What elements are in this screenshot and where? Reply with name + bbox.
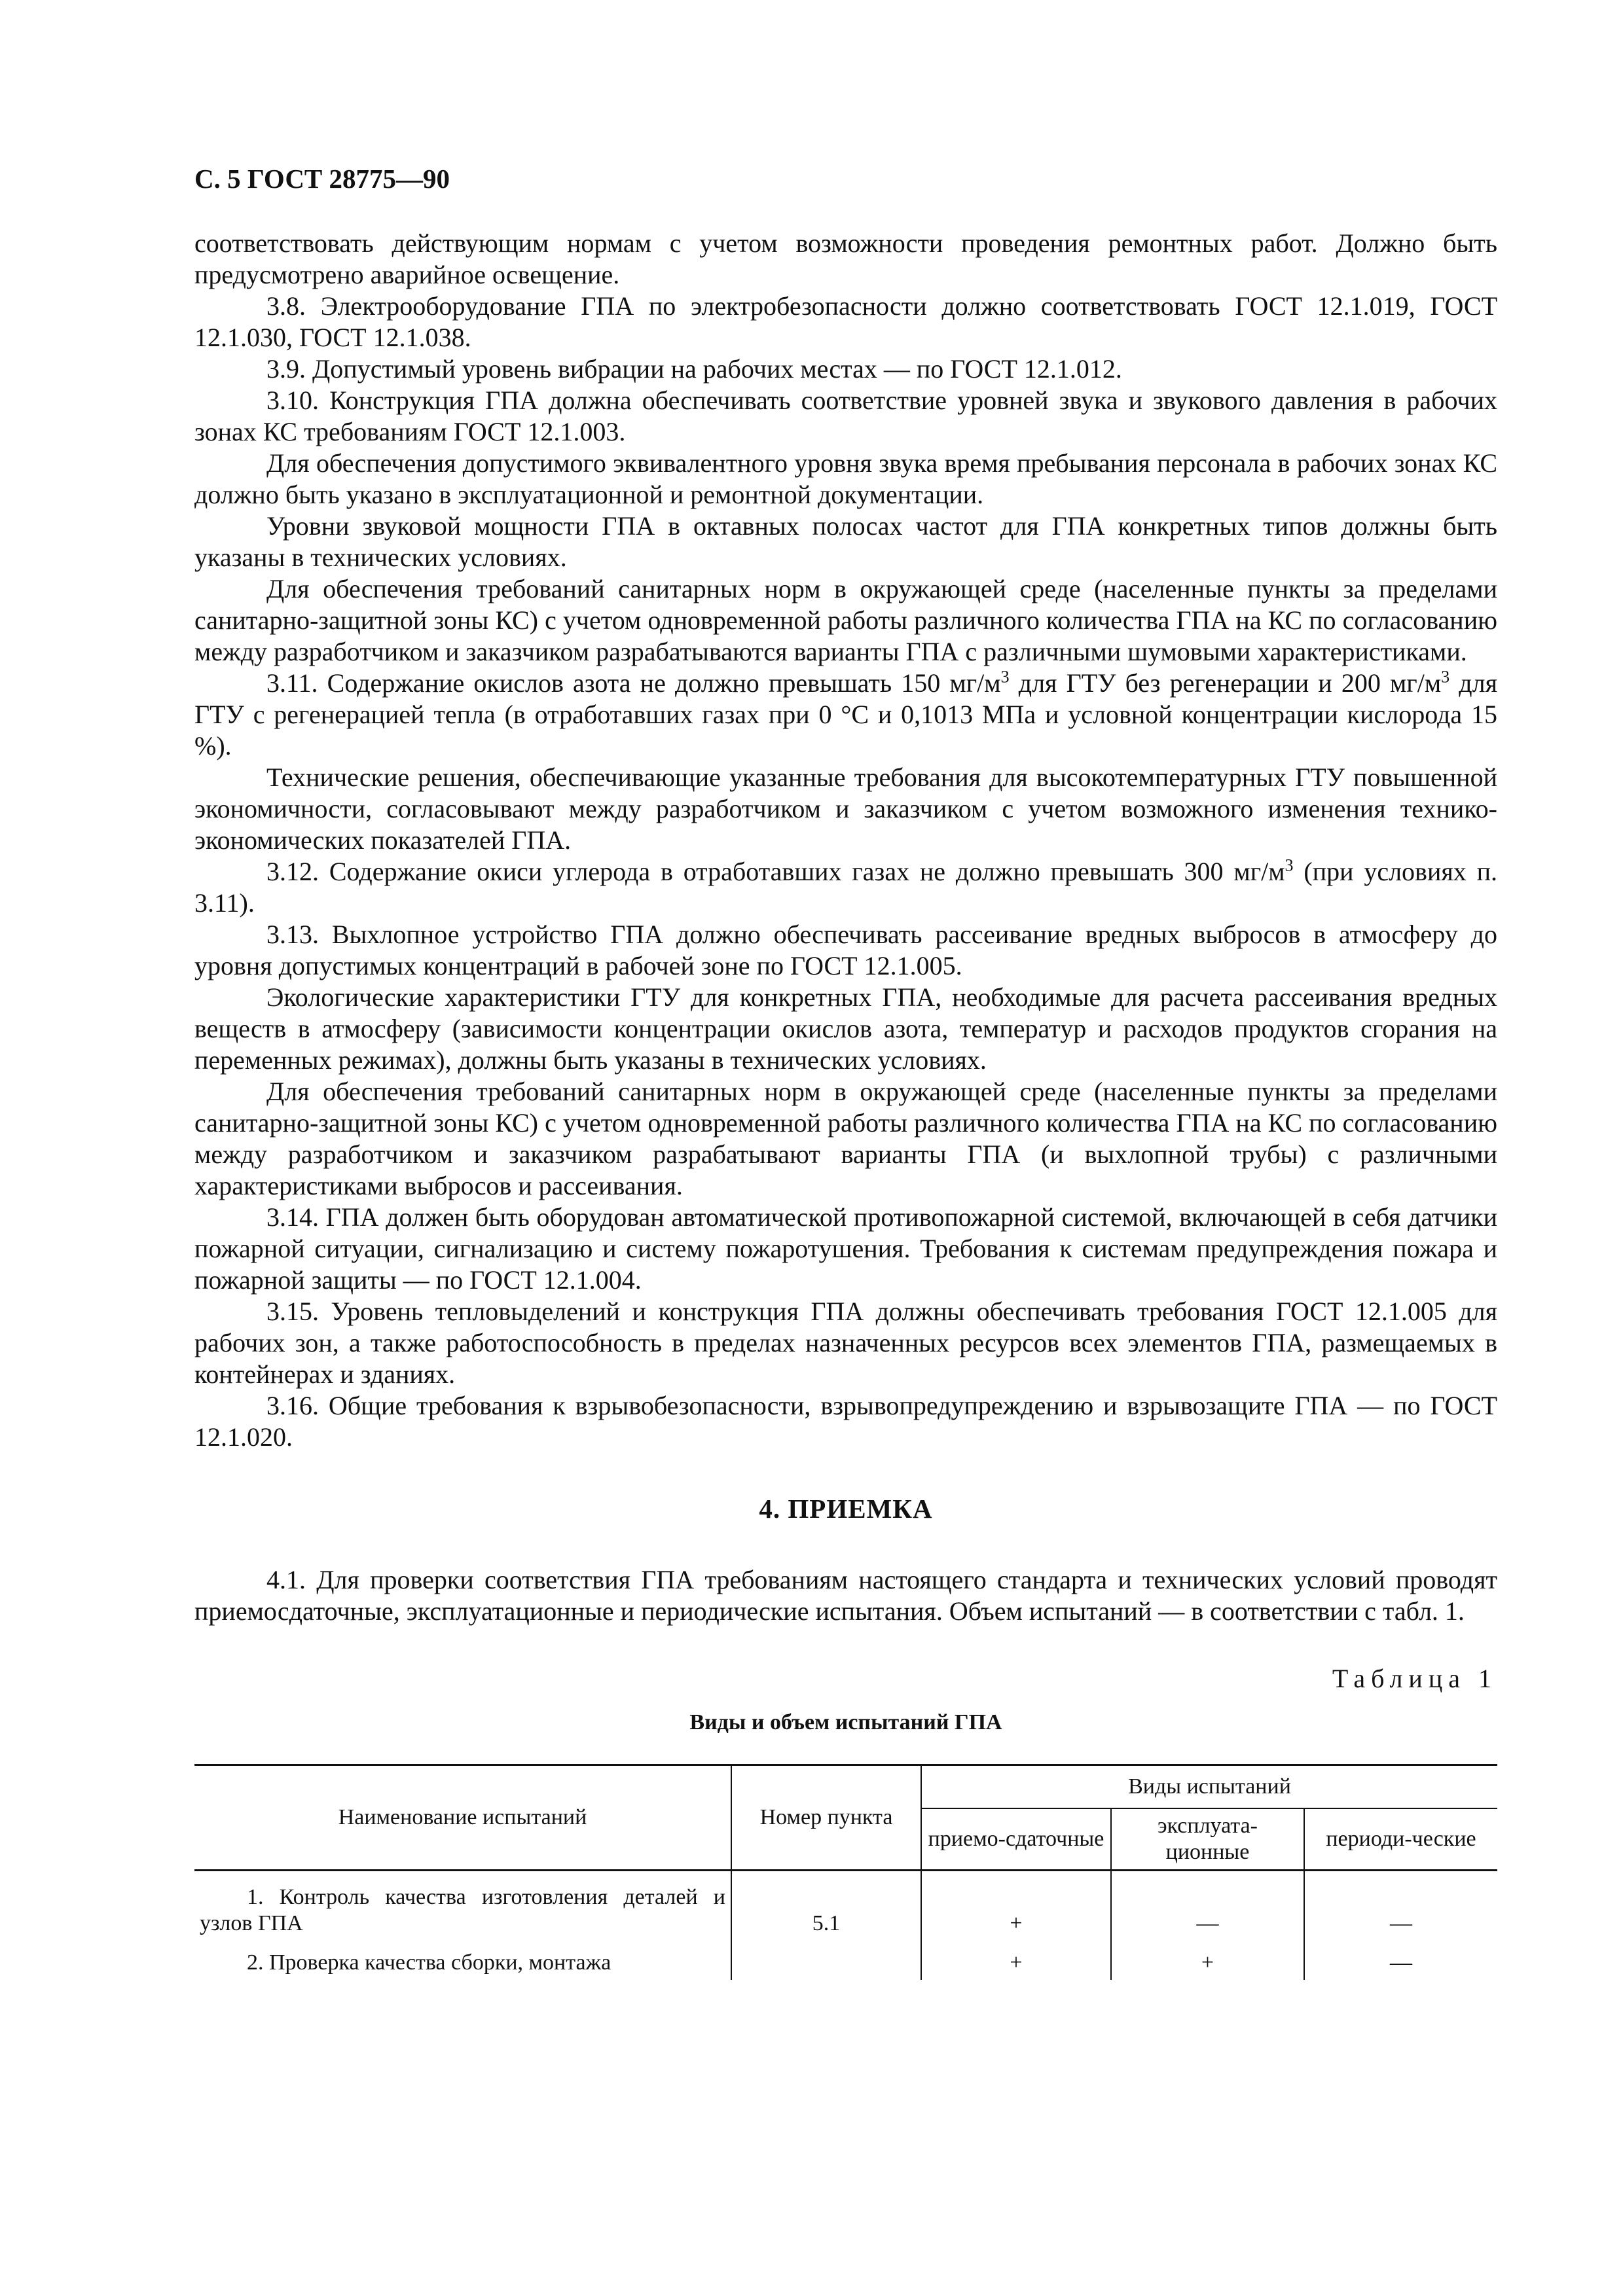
paragraph: 3.13. Выхлопное устройство ГПА должно обеспечивать рассеивание вредных выбросов в атмосферу до уровня допустимых концентраций в рабочей зоне по ГОСТ 12.1.005. [194,920,1497,980]
paragraph: 3.14. ГПА должен быть оборудован автоматической противопожарной системой, включающей в себя датчики пожарной ситуации, сигнализацию и систему пожаротушения. Требования к системам предупреждения пожара и пожарной защиты — по ГОСТ 12.1.004. [194,1202,1497,1295]
cell-operational: — [1111,1871,1304,1941]
table-row [194,1871,1497,1941]
paragraph: Для обеспечения требований санитарных норм в окружающей среде (населенные пункты за пределами санитарно-защитной зоны КС) с учетом одновременной работы различного количества ГПА на КС по согласованию между разработчиком и заказчиком разрабатывают варианты ГПА (и выхлопной трубы) с различными характеристиками выбросов и рассеивания. [194,1077,1497,1200]
paragraph: Экологические характеристики ГТУ для конкретных ГПА, необходимые для расчета рассеивания вредных веществ в атмосферу (зависимости концентрации окислов азота, температур и расходов продуктов сгорания на переменных режимах), должны быть указаны в технических условиях. [194,982,1497,1075]
superscript: 3 [1285,855,1294,875]
paragraph: Технические решения, обеспечивающие указанные требования для высокотемпературных ГТУ повышенной экономичности, согласовывают между разработчиком и заказчиком с учетом возможного изменения технико-экономических показателей ГПА. [194,762,1497,855]
table-title: Виды и объем испытаний ГПА [689,1710,1002,1734]
paragraph: 3.15. Уровень тепловыделений и конструкция ГПА должны обеспечивать требования ГОСТ 12.1.005 для рабочих зон, а также работоспособность в пределах назначенных ресурсов всех элементов ГПА, размещаемых в контейнерах и зданиях. [194,1297,1497,1389]
text-run: для ГТУ с регенерацией тепла (в отработавших газах при 0 °С и 0,1013 МПа и условной концентрации кислорода 15 %). [194,668,1498,761]
cell-acceptance: + [921,1941,1111,1980]
paragraph: 3.9. Допустимый уровень вибрации на рабочих местах — по ГОСТ 12.1.012. [266,354,1122,384]
document-page [194,162,1497,1980]
cell-operational: + [1111,1941,1304,1980]
cell-acceptance: + [921,1871,1111,1941]
cell-number: 5.1 [731,1871,921,1941]
header-types: Виды испытаний [921,1765,1497,1809]
header-acceptance: приемо-сдаточные [921,1808,1111,1871]
paragraph: Уровни звуковой мощности ГПА в октавных полосах частот для ГПА конкретных типов должны быть указаны в технических условиях. [194,511,1497,572]
table-row [194,1941,1497,1980]
cell-name: 1. Контроль качества изготовления деталей и узлов ГПА [194,1871,731,1941]
text-run: 3.11. Содержание окислов азота не должно превышать 150 мг/м [266,668,1001,698]
header-number: Номер пункта [731,1765,921,1871]
paragraph: 3.10. Конструкция ГПА должна обеспечивать соответствие уровней звука и звукового давления в рабочих зонах КС требованиям ГОСТ 12.1.003. [194,386,1497,446]
paragraph: Для обеспечения требований санитарных норм в окружающей среде (населенные пункты за пределами санитарно-защитной зоны КС) с учетом одновременной работы различного количества ГПА на КС по согласованию между разработчиком и заказчиком разрабатываются варианты ГПА с различными шумовыми характеристиками. [194,574,1497,666]
paragraph: 3.8. Электрооборудование ГПА по электробезопасности должно соответствовать ГОСТ 12.1.019, ГОСТ 12.1.030, ГОСТ 12.1.038. [194,291,1497,352]
paragraph: 3.16. Общие требования к взрывобезопасности, взрывопредупреждению и взрывозащите ГПА — по ГОСТ 12.1.020. [194,1391,1497,1452]
paragraph-3-11 [194,668,1497,762]
body-text [194,228,1497,1453]
header-operational: эксплуата-ционные [1111,1808,1304,1871]
section-title: 4. ПРИЕМКА [759,1494,933,1524]
text-run: 3.12. Содержание окиси углерода в отработавших газах не должно превышать 300 мг/м [266,857,1285,886]
tests-table [194,1764,1497,1980]
paragraph: Для обеспечения допустимого эквивалентного уровня звука время пребывания персонала в рабочих зонах КС должно быть указано в эксплуатационной и ремонтной документации. [194,448,1497,509]
superscript: 3 [1441,667,1450,687]
table-caption: Таблица 1 [1332,1664,1497,1693]
paragraph: 4.1. Для проверки соответствия ГПА требованиям настоящего стандарта и технических условий проводят приемосдаточные, эксплуатационные и периодические испытания. Объем испытаний — в соответствии с табл. 1. [194,1565,1497,1626]
text-run: (при условиях п. 3.11). [194,857,1497,918]
cell-number [731,1941,921,1980]
text-run: для ГТУ без регенерации и 200 мг/м [1009,668,1442,698]
body-text-section-4 [194,1564,1497,1627]
header-name: Наименование испытаний [194,1765,731,1871]
paragraph-3-12 [194,856,1497,919]
cell-name: 2. Проверка качества сборки, монтажа [194,1941,731,1980]
paragraph: соответствовать действующим нормам с учетом возможности проведения ремонтных работ. Должно быть предусмотрено аварийное освещение. [194,228,1497,289]
cell-periodic: — [1390,1950,1412,1975]
header-periodic: периоди-ческие [1304,1808,1497,1871]
superscript: 3 [1000,667,1010,687]
cell-periodic: — [1390,1911,1412,1935]
page-header: С. 5 ГОСТ 28775—90 [194,164,450,194]
